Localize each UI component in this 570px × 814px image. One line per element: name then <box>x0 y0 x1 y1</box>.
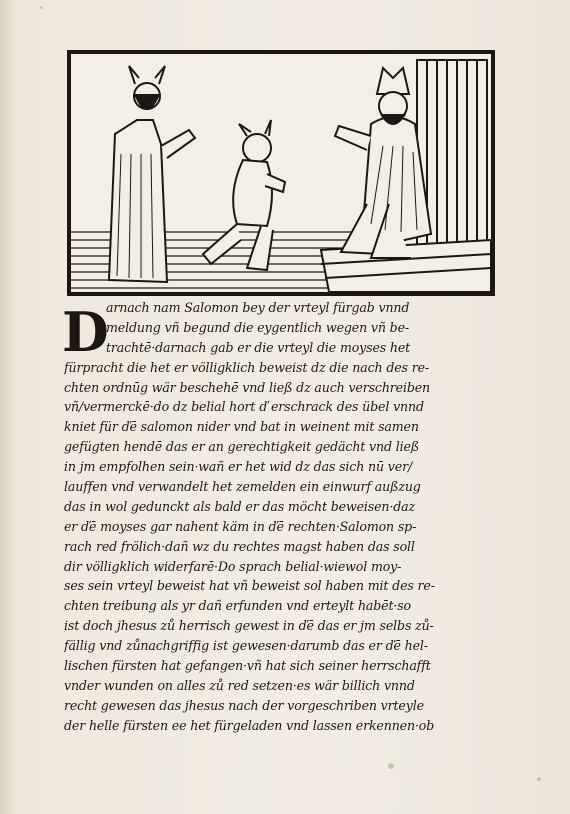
text-line: dir völligklich widerfarē·Do sprach belial·wiewol moy- <box>64 558 402 574</box>
text-line: fürpracht die het er völligklich beweist dz die nach des re- <box>64 359 430 375</box>
text-line: ses sein vrteyl beweist hat vñ beweist sol haben mit des re- <box>64 578 435 594</box>
text-line: chten ordnūg wär beschehē vnd ließ dz auch verschreiben <box>64 379 431 395</box>
text-line: gefügten hendē das er an gerechtigkeit gedächt vnd ließ <box>64 439 420 455</box>
text-line: trachtē·darnach gab er die vrteyl die moyses het <box>106 339 411 355</box>
text-line: fällig vnd zůnachgriffig ist gewesen·darumb das er ďē hel- <box>64 638 428 654</box>
foxing-spot <box>388 763 394 769</box>
text-line: ist doch jhesus zů herrisch gewest in ďē das er jm selbs zů- <box>64 618 434 634</box>
text-line: vñ/vermerckē·do dz belial hort ď erschrack des übel vnnd <box>64 399 424 415</box>
text-line: lauffen vnd verwandelt het zemelden ein einwurf außzug <box>64 479 421 495</box>
text-line: das in wol gedunckt als bald er das möcht beweisen·daz <box>64 498 415 514</box>
foxing-spot <box>40 6 43 9</box>
woodcut-scene-image <box>71 54 491 292</box>
text-line: lischen fürsten hat gefangen·vñ hat sich seiner herrschafft <box>64 658 431 674</box>
foxing-spot <box>537 777 541 781</box>
text-line: arnach nam Salomon bey der vrteyl fürgab vnnd <box>106 300 410 315</box>
text-line: chten treibung als yr dañ erfunden vnd erteylt habēt·so <box>64 598 411 614</box>
text-line: recht gewesen das jhesus nach der vorgeschriben vrteyle <box>64 697 424 713</box>
text-line: vnder wunden on alles zů red setzen·es wär billich vnnd <box>64 677 415 693</box>
decorated-initial: D <box>62 300 109 364</box>
text-line: rach red frölich·dañ wz du rechtes magst haben das soll <box>64 538 415 554</box>
text-line: kniet für ďē salomon nider vnd bat in weinent mit samen <box>64 419 419 435</box>
body-text <box>64 298 509 736</box>
text-line: meldung vñ begund die eygentlich wegen vñ be- <box>106 319 409 335</box>
text-line: der helle fürsten ee het fürgeladen vnd lassen erkennen·ob <box>64 717 435 733</box>
woodcut-illustration <box>67 50 495 296</box>
text-line: in jm empfolhen sein·wañ er het wid dz das sich nū ver/ <box>64 459 413 475</box>
text-line: er ďē moyses gar nahent käm in ďē rechten·Salomon sp- <box>64 518 417 534</box>
